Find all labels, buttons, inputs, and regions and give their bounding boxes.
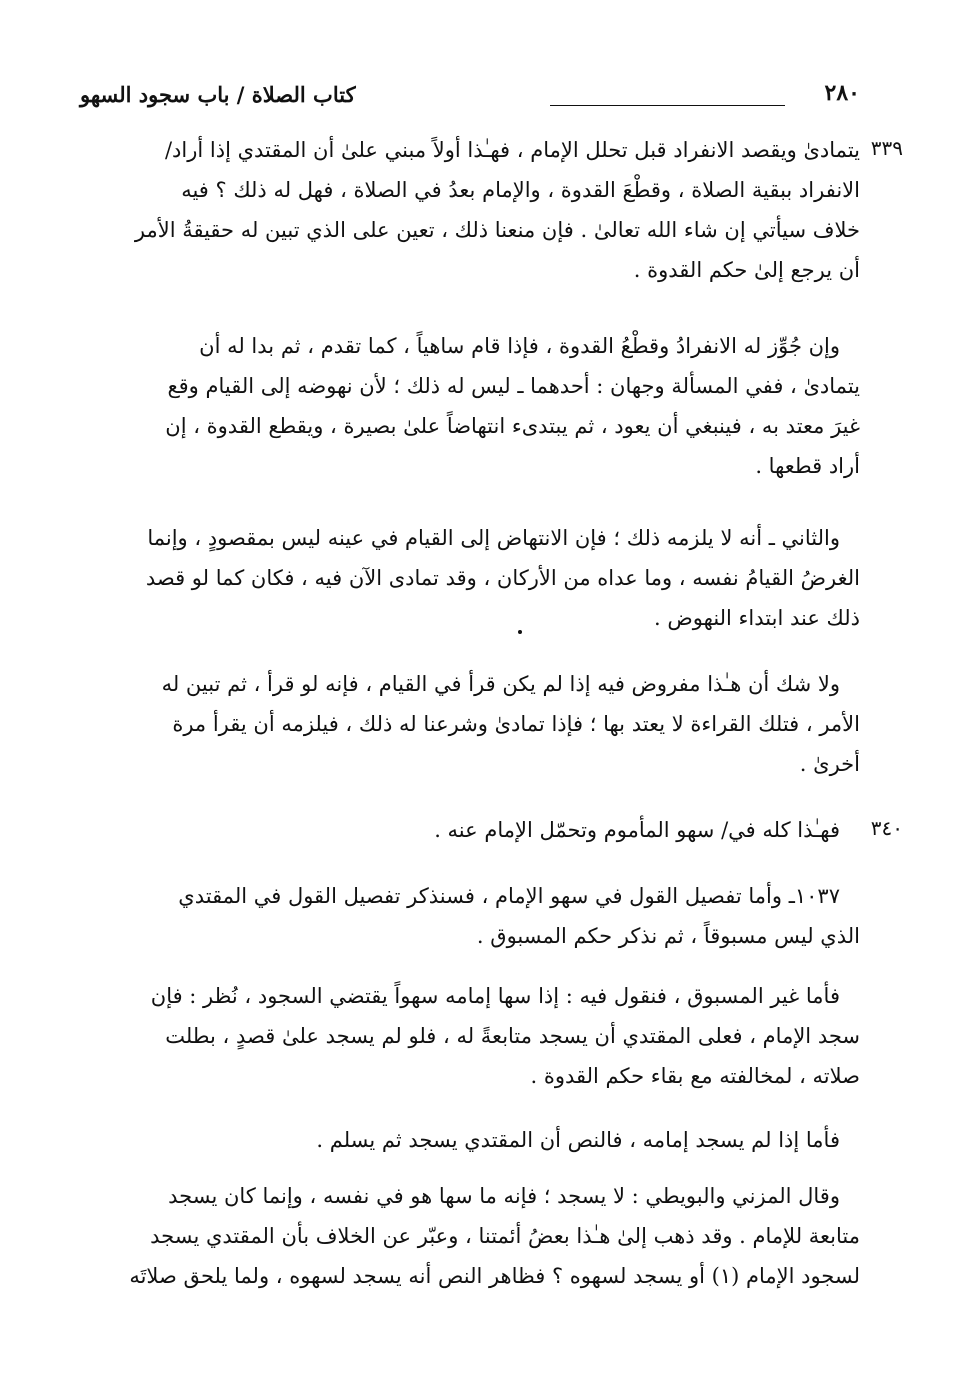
- paragraph: [80, 130, 860, 290]
- text-line: فأما غير المسبوق ، فنقول فيه : إذا سها إمامه سهواً يقتضي السجود ، نُظر : فإن: [150, 984, 840, 1008]
- text-line: الغرضُ القيامُ نفسه ، وما عداه من الأركان ، وقد تمادى الآن فيه ، فكان كما لو قصد: [145, 566, 860, 590]
- running-header: [80, 78, 860, 114]
- text-line: وقال المزني والبويطي : لا يسجد ؛ فإنه ما سها هو في نفسه ، وإنما كان يسجد: [168, 1184, 840, 1208]
- margin-marker: ٣٤٠: [870, 816, 903, 840]
- page-number: ٢٨٠: [824, 80, 860, 106]
- text-line: الأمر ، فتلك القراءة لا يعتد بها ؛ فإذا تمادىٰ وشرعنا له ذلك ، فيلزمه أن يقرأ مرة: [172, 712, 860, 736]
- text-line: الذي ليس مسبوقاً ، ثم نذكر حكم المسبوق .: [476, 924, 860, 948]
- text-line: متابعة للإمام . وقد ذهب إلىٰ هـٰذا بعضُ أئمتنا ، وعبّر عن الخلاف بأن المقتدي يسجد: [150, 1224, 860, 1248]
- stray-dot: [518, 630, 522, 634]
- text-line: لسجود الإمام (١) أو يسجد لسهوه ؟ فظاهر النص أنه يسجد لسهوه ، ولما يلحق صلاتَه: [129, 1264, 860, 1288]
- text-line: فأما إذا لم يسجد إمامه ، فالنص أن المقتدي يسجد ثم يسلم .: [316, 1128, 840, 1152]
- text-line: ١٠٣٧ـ وأما تفصيل القول في سهو الإمام ، فسنذكر تفصيل القول في المقتدي: [178, 884, 840, 908]
- text-line: سجد الإمام ، فعلى المقتدي أن يسجد متابعةً له ، فلو لم يسجد علىٰ قصدٍ ، بطلت: [165, 1024, 860, 1048]
- text-line: فهـٰذا كله في/ سهو المأموم وتحمّل الإمام عنه .: [434, 818, 840, 842]
- header-rule: [550, 105, 785, 106]
- paragraph: [80, 876, 860, 956]
- text-line: خلاف سيأتي إن شاء الله تعالىٰ . فإن منعنا ذلك ، تعين على الذي تبين له حقيقةُ الأمر: [134, 218, 860, 242]
- paragraph: [80, 1120, 860, 1160]
- text-line: يتمادىٰ ، ففي المسألة وجهان : أحدهما ـ ليس له ذلك ؛ لأن نهوضه إلى القيام وقع: [167, 374, 860, 398]
- text-line: أن يرجع إلىٰ حكم القدوة .: [633, 258, 860, 282]
- paragraph: [80, 976, 860, 1096]
- text-line: الانفراد ببقية الصلاة ، وقطْعَ القدوة ، والإمام بعدُ في الصلاة ، فهل له ذلك ؟ فيه: [181, 178, 860, 202]
- text-line: وإن جُوِّز له الانفرادُ وقطْعُ القدوة ، فإذا قام ساهياً ، كما تقدم ، ثم بدا له أن: [199, 334, 840, 358]
- text-line: ذلك عند ابتداء النهوض .: [654, 606, 860, 630]
- text-line: والثاني ـ أنه لا يلزمه ذلك ؛ فإن الانتهاض إلى القيام في عينه ليس بمقصودٍ ، وإنما: [147, 526, 840, 550]
- text-line: غيرَ معتد به ، فينبغي أن يعود ، ثم يبتدىء انتهاضاً علىٰ بصيرة ، ويقطع القدوة ، إن: [165, 414, 860, 438]
- text-line: صلاته ، لمخالفته مع بقاء حكم القدوة .: [530, 1064, 860, 1088]
- text-line: يتمادىٰ ويقصد الانفراد قبل تحلل الإمام ، فهـٰذا أولاً مبني علىٰ أن المقتدي إذا أراد/: [164, 138, 860, 162]
- text-line: أراد قطعها .: [755, 454, 860, 478]
- margin-marker: ٣٣٩: [870, 136, 903, 160]
- paragraph: [80, 810, 860, 850]
- paragraph: [80, 1176, 860, 1296]
- running-title: كتاب الصلاة / باب سجود السهو: [80, 82, 356, 107]
- paragraph: [80, 326, 860, 486]
- text-line: ولا شك أن هـٰذا مفروض فيه إذا لم يكن قرأ في القيام ، فإنه لو قرأ ، ثم تبين له: [161, 672, 840, 696]
- paragraph: [80, 664, 860, 784]
- paragraph: [80, 518, 860, 638]
- text-line: أخرىٰ .: [799, 752, 860, 776]
